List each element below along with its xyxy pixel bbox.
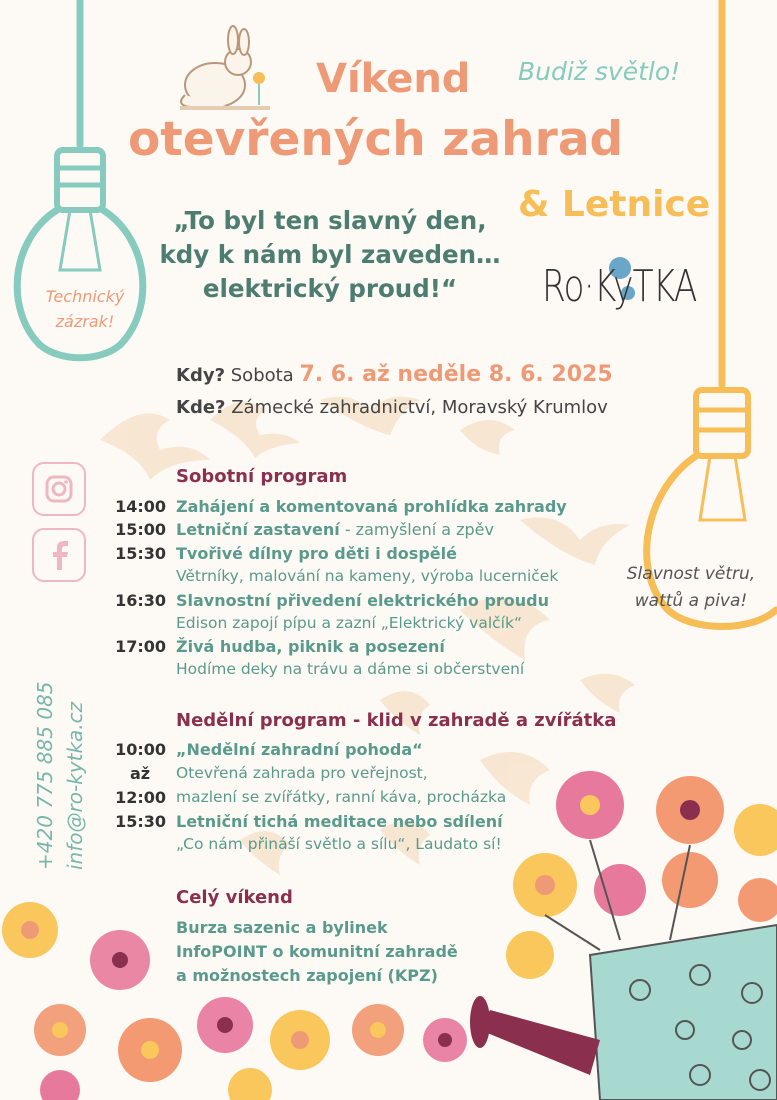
logo-text: Ro·KyTKA — [542, 261, 697, 312]
subtitle: & Letnice — [518, 184, 711, 225]
event-when — [176, 362, 613, 387]
item-time: 14:00 — [115, 497, 166, 516]
slogan: Budiž světlo! — [518, 57, 681, 86]
rabbit-illustration — [180, 26, 270, 108]
when-day: Sobota — [230, 365, 294, 386]
item-title: Zahájení a komentovaná prohlídka zahrady — [176, 497, 567, 516]
sunday-heading: Nedělní program - klid v zahradě a zvířátka — [176, 710, 617, 731]
when-label: Kdy? — [176, 365, 226, 386]
contact-phone[interactable]: +420 775 885 085 — [33, 681, 57, 870]
item-time: 10:00 — [115, 740, 166, 759]
left-bulb-caption — [25, 284, 145, 334]
item-desc: Větrníky, malování na kameny, výroba lucerniček — [176, 567, 559, 585]
item-time: 15:30 — [115, 812, 166, 831]
item-time: 12:00 — [115, 788, 166, 807]
item-time-sep: až — [129, 764, 151, 783]
quote-block — [130, 204, 530, 306]
weekend-heading: Celý víkend — [176, 887, 293, 908]
item-title: Slavnostní přivedení elektrického proudu — [176, 591, 550, 610]
event-where — [176, 397, 608, 418]
where-place: Zámecké zahradnictví, Moravský Krumlov — [231, 397, 608, 418]
item-title: Tvořivé dílny pro děti i dospělé — [176, 544, 457, 563]
right-bulb-caption-line2: wattů a piva! — [634, 591, 748, 611]
left-bulb-caption-line1: Technický — [45, 287, 125, 306]
weekend-line: InfoPOINT o komunitní zahradě — [176, 942, 458, 961]
item-desc: Hodíme deky na trávu a dáme si občerstvení — [176, 660, 525, 678]
facebook-icon[interactable] — [32, 528, 86, 582]
item-title: Živá hudba, piknik a posezení — [176, 637, 445, 656]
item-time: 16:30 — [115, 591, 166, 610]
title-line2: otevřených zahrad — [128, 112, 624, 167]
contact-email[interactable]: info@ro-kytka.cz — [63, 701, 87, 870]
item-time: 15:30 — [115, 544, 166, 563]
item-time: 17:00 — [115, 637, 166, 656]
weekend-line: a možnostech zapojení (KPZ) — [176, 966, 438, 985]
weekend-line: Burza sazenic a bylinek — [176, 918, 388, 937]
quote-line1: „To byl ten slavný den, — [173, 206, 487, 235]
item-desc: Edison zapojí pípu a zazní „Elektrický valčík“ — [176, 614, 522, 632]
saturday-heading: Sobotní program — [176, 466, 348, 487]
instagram-icon[interactable] — [32, 462, 86, 516]
item-title-text: Letniční zastavení — [176, 520, 340, 539]
right-bulb-caption — [606, 561, 776, 615]
when-dates: 7. 6. až neděle 8. 6. 2025 — [299, 362, 613, 387]
title-line1: Víkend — [316, 56, 471, 102]
contact-info — [30, 681, 90, 870]
item-desc: mazlení se zvířátky, ranní káva, procházka — [176, 788, 507, 806]
left-bulb-caption-line2: zázrak! — [55, 312, 115, 331]
item-title: „Nedělní zahradní pohoda“ — [176, 740, 423, 759]
where-label: Kde? — [176, 397, 226, 418]
item-title-extra: - zamyšlení a zpěv — [339, 520, 494, 539]
item-desc: „Co nám přináší světlo a sílu“, Laudato sí! — [176, 835, 502, 853]
quote-line2: kdy k nám byl zaveden… — [159, 240, 501, 269]
small-flower-icon — [253, 72, 265, 105]
item-time: 15:00 — [115, 520, 166, 539]
right-bulb-caption-line1: Slavnost větru, — [626, 564, 756, 584]
item-title: Letniční tichá meditace nebo sdílení — [176, 812, 503, 831]
quote-line3: elektrický proud!“ — [202, 274, 458, 303]
item-desc: Otevřená zahrada pro veřejnost, — [176, 764, 428, 782]
item-title — [176, 520, 494, 539]
rokytka-logo — [538, 255, 697, 335]
